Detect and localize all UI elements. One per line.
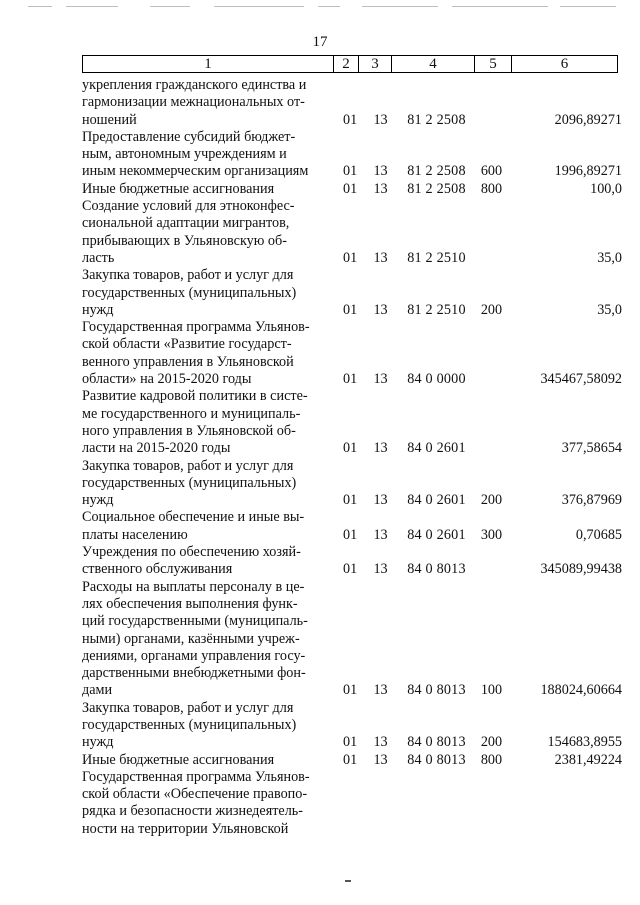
- cell-c5: 200: [480, 492, 503, 509]
- row-name-line: Предоставление субсидий бюджет-: [82, 128, 296, 145]
- cell-c3: 13: [373, 163, 388, 180]
- row-name-line: области» на 2015-2020 годы: [82, 371, 252, 388]
- table-row: [82, 752, 622, 769]
- cell-c3: 13: [373, 561, 388, 578]
- row-name-line: ного управления в Ульяновской об-: [82, 422, 296, 439]
- cell-c4: 84 0 8013: [407, 561, 466, 578]
- column-header: 6: [512, 56, 618, 73]
- cell-c4: 84 0 2601: [407, 440, 466, 457]
- cell-c6: 100,0: [590, 180, 623, 197]
- row-name-line: дениями, органами управления госу-: [82, 647, 306, 664]
- cell-c3: 13: [373, 249, 388, 266]
- row-name-line: государственных (муниципальных): [82, 284, 297, 301]
- cell-c4: 81 2 2508: [407, 111, 466, 128]
- cell-c2: 01: [343, 526, 358, 543]
- cell-c3: 13: [373, 492, 388, 509]
- table-row: [82, 181, 622, 198]
- cell-c2: 01: [343, 751, 358, 768]
- cell-c6: 1996,89271: [554, 163, 623, 180]
- cell-c4: 81 2 2510: [407, 249, 466, 266]
- column-header: 4: [392, 56, 475, 73]
- cell-c2: 01: [343, 734, 358, 751]
- table-row: [82, 129, 622, 181]
- row-name-line: ным, автономным учреждениям и: [82, 146, 287, 163]
- row-name: [82, 181, 327, 198]
- cell-c2: 01: [343, 301, 358, 318]
- table-row: [82, 77, 622, 129]
- row-name-line: дами: [82, 682, 113, 699]
- row-name: [82, 544, 327, 579]
- row-name-line: Учреждения по обеспечению хозяй-: [82, 544, 301, 561]
- cell-c2: 01: [343, 180, 358, 197]
- row-name-line: ности на территории Ульяновской: [82, 820, 289, 837]
- row-name: [82, 579, 327, 700]
- row-name: [82, 700, 327, 752]
- cell-c4: 84 0 8013: [407, 682, 466, 699]
- column-header-table: [82, 55, 618, 73]
- cell-c6: 376,87969: [561, 492, 623, 509]
- cell-c6: 0,70685: [575, 526, 623, 543]
- scan-artifact-line: [318, 6, 340, 7]
- scan-artifact-line: [452, 6, 548, 7]
- column-header: 1: [83, 56, 334, 73]
- column-header: 3: [359, 56, 392, 73]
- cell-c3: 13: [373, 682, 388, 699]
- row-name-line: Создание условий для этноконфес-: [82, 198, 295, 215]
- table-row: [82, 198, 622, 267]
- row-name-line: Социальное обеспечение и иные вы-: [82, 509, 305, 526]
- cell-c3: 13: [373, 751, 388, 768]
- table-row: [82, 388, 622, 457]
- page-number: 17: [312, 34, 328, 50]
- row-name-line: рядка и безопасности жизнедеятель-: [82, 803, 303, 820]
- row-name-line: сиональной адаптации мигрантов,: [82, 215, 290, 232]
- cell-c3: 13: [373, 734, 388, 751]
- row-name-line: ций государственными (муниципаль-: [82, 613, 308, 630]
- row-name-line: платы населению: [82, 526, 188, 543]
- cell-c2: 01: [343, 561, 358, 578]
- table-row: [82, 458, 622, 510]
- row-name-line: ласти на 2015-2020 годы: [82, 440, 231, 457]
- row-name-line: ской области «Обеспечение правопо-: [82, 786, 308, 803]
- table-row: [82, 544, 622, 579]
- row-name-line: ными) органами, казёнными учреж-: [82, 630, 300, 647]
- row-name-line: Государственная программа Ульянов-: [82, 768, 310, 785]
- cell-c2: 01: [343, 111, 358, 128]
- cell-c4: 84 0 8013: [407, 734, 466, 751]
- row-name: [82, 267, 327, 319]
- row-name: [82, 77, 327, 129]
- row-name: [82, 769, 327, 838]
- cell-c2: 01: [343, 371, 358, 388]
- column-header: 5: [475, 56, 512, 73]
- cell-c2: 01: [343, 492, 358, 509]
- cell-c3: 13: [373, 180, 388, 197]
- table-row: [82, 509, 622, 544]
- table-row: [82, 700, 622, 752]
- scan-artifact-line: [150, 6, 190, 7]
- scan-artifact-line: [214, 6, 304, 7]
- row-name-line: лях обеспечения выполнения функ-: [82, 595, 298, 612]
- row-name-line: дарственными внебюджетными фон-: [82, 665, 306, 682]
- cell-c5: 100: [480, 682, 503, 699]
- table-row: [82, 769, 622, 838]
- row-name-line: прибывающих в Ульяновскую об-: [82, 232, 287, 249]
- row-name-line: нужд: [82, 734, 114, 751]
- cell-c2: 01: [343, 682, 358, 699]
- cell-c6: 2381,49224: [554, 751, 623, 768]
- scan-artifact-line: [66, 6, 118, 7]
- row-name-line: Расходы на выплаты персоналу в це-: [82, 578, 305, 595]
- row-name-line: Иные бюджетные ассигнования: [82, 751, 275, 768]
- cell-c6: 35,0: [597, 249, 623, 266]
- row-name-line: Государственная программа Ульянов-: [82, 319, 310, 336]
- cell-c3: 13: [373, 301, 388, 318]
- cell-c2: 01: [343, 440, 358, 457]
- row-name-line: иным некоммерческим организациям: [82, 163, 309, 180]
- cell-c5: 200: [480, 301, 503, 318]
- table-row: [82, 579, 622, 700]
- row-name: [82, 129, 327, 181]
- cell-c6: 2096,89271: [554, 111, 623, 128]
- cell-c5: 200: [480, 734, 503, 751]
- row-name: [82, 198, 327, 267]
- cell-c4: 84 0 0000: [407, 371, 466, 388]
- row-name-line: ласть: [82, 249, 115, 266]
- scan-artifact-line: [362, 6, 438, 7]
- cell-c3: 13: [373, 371, 388, 388]
- row-name-line: Развитие кадровой политики в систе-: [82, 388, 308, 405]
- row-name: [82, 388, 327, 457]
- cell-c3: 13: [373, 440, 388, 457]
- row-name-line: Иные бюджетные ассигнования: [82, 180, 275, 197]
- cell-c4: 84 0 2601: [407, 492, 466, 509]
- cell-c6: 345467,58092: [540, 371, 623, 388]
- cell-c4: 81 2 2508: [407, 163, 466, 180]
- row-name: [82, 752, 327, 769]
- row-name-line: ношений: [82, 111, 137, 128]
- row-name-line: нужд: [82, 301, 114, 318]
- cell-c4: 81 2 2510: [407, 301, 466, 318]
- row-name-line: ской области «Развитие государст-: [82, 336, 292, 353]
- row-name-line: Закупка товаров, работ и услуг для: [82, 699, 294, 716]
- scan-artifact-line: [560, 6, 616, 7]
- row-name-line: Закупка товаров, работ и услуг для: [82, 267, 294, 284]
- cell-c4: 84 0 2601: [407, 526, 466, 543]
- cell-c3: 13: [373, 111, 388, 128]
- cell-c6: 188024,60664: [540, 682, 623, 699]
- cell-c6: 377,58654: [561, 440, 623, 457]
- budget-table-body: [82, 77, 622, 838]
- cell-c4: 84 0 8013: [407, 751, 466, 768]
- cell-c2: 01: [343, 249, 358, 266]
- row-name-line: ственного обслуживания: [82, 561, 233, 578]
- cell-c6: 345089,99438: [540, 561, 623, 578]
- cell-c5: 800: [480, 180, 503, 197]
- scan-artifact-line: [28, 6, 52, 7]
- row-name-line: государственных (муниципальных): [82, 474, 297, 491]
- row-name: [82, 509, 327, 544]
- cell-c5: 600: [480, 163, 503, 180]
- cell-c6: 154683,8955: [547, 734, 623, 751]
- cell-c5: 800: [480, 751, 503, 768]
- row-name: [82, 458, 327, 510]
- row-name-line: укрепления гражданского единства и: [82, 77, 307, 93]
- row-name-line: венного управления в Ульяновской: [82, 353, 294, 370]
- table-row: [82, 319, 622, 388]
- cell-c2: 01: [343, 163, 358, 180]
- cell-c6: 35,0: [597, 301, 623, 318]
- cell-c3: 13: [373, 526, 388, 543]
- row-name-line: государственных (муниципальных): [82, 716, 297, 733]
- row-name-line: нужд: [82, 492, 114, 509]
- table-row: [82, 267, 622, 319]
- cell-c4: 81 2 2508: [407, 180, 466, 197]
- cell-c5: 300: [480, 526, 503, 543]
- scan-artifact-mark: [345, 880, 351, 882]
- row-name-line: гармонизации межнациональных от-: [82, 94, 305, 111]
- column-header: 2: [334, 56, 359, 73]
- row-name: [82, 319, 327, 388]
- row-name-line: ме государственного и муниципаль-: [82, 405, 301, 422]
- row-name-line: Закупка товаров, работ и услуг для: [82, 457, 294, 474]
